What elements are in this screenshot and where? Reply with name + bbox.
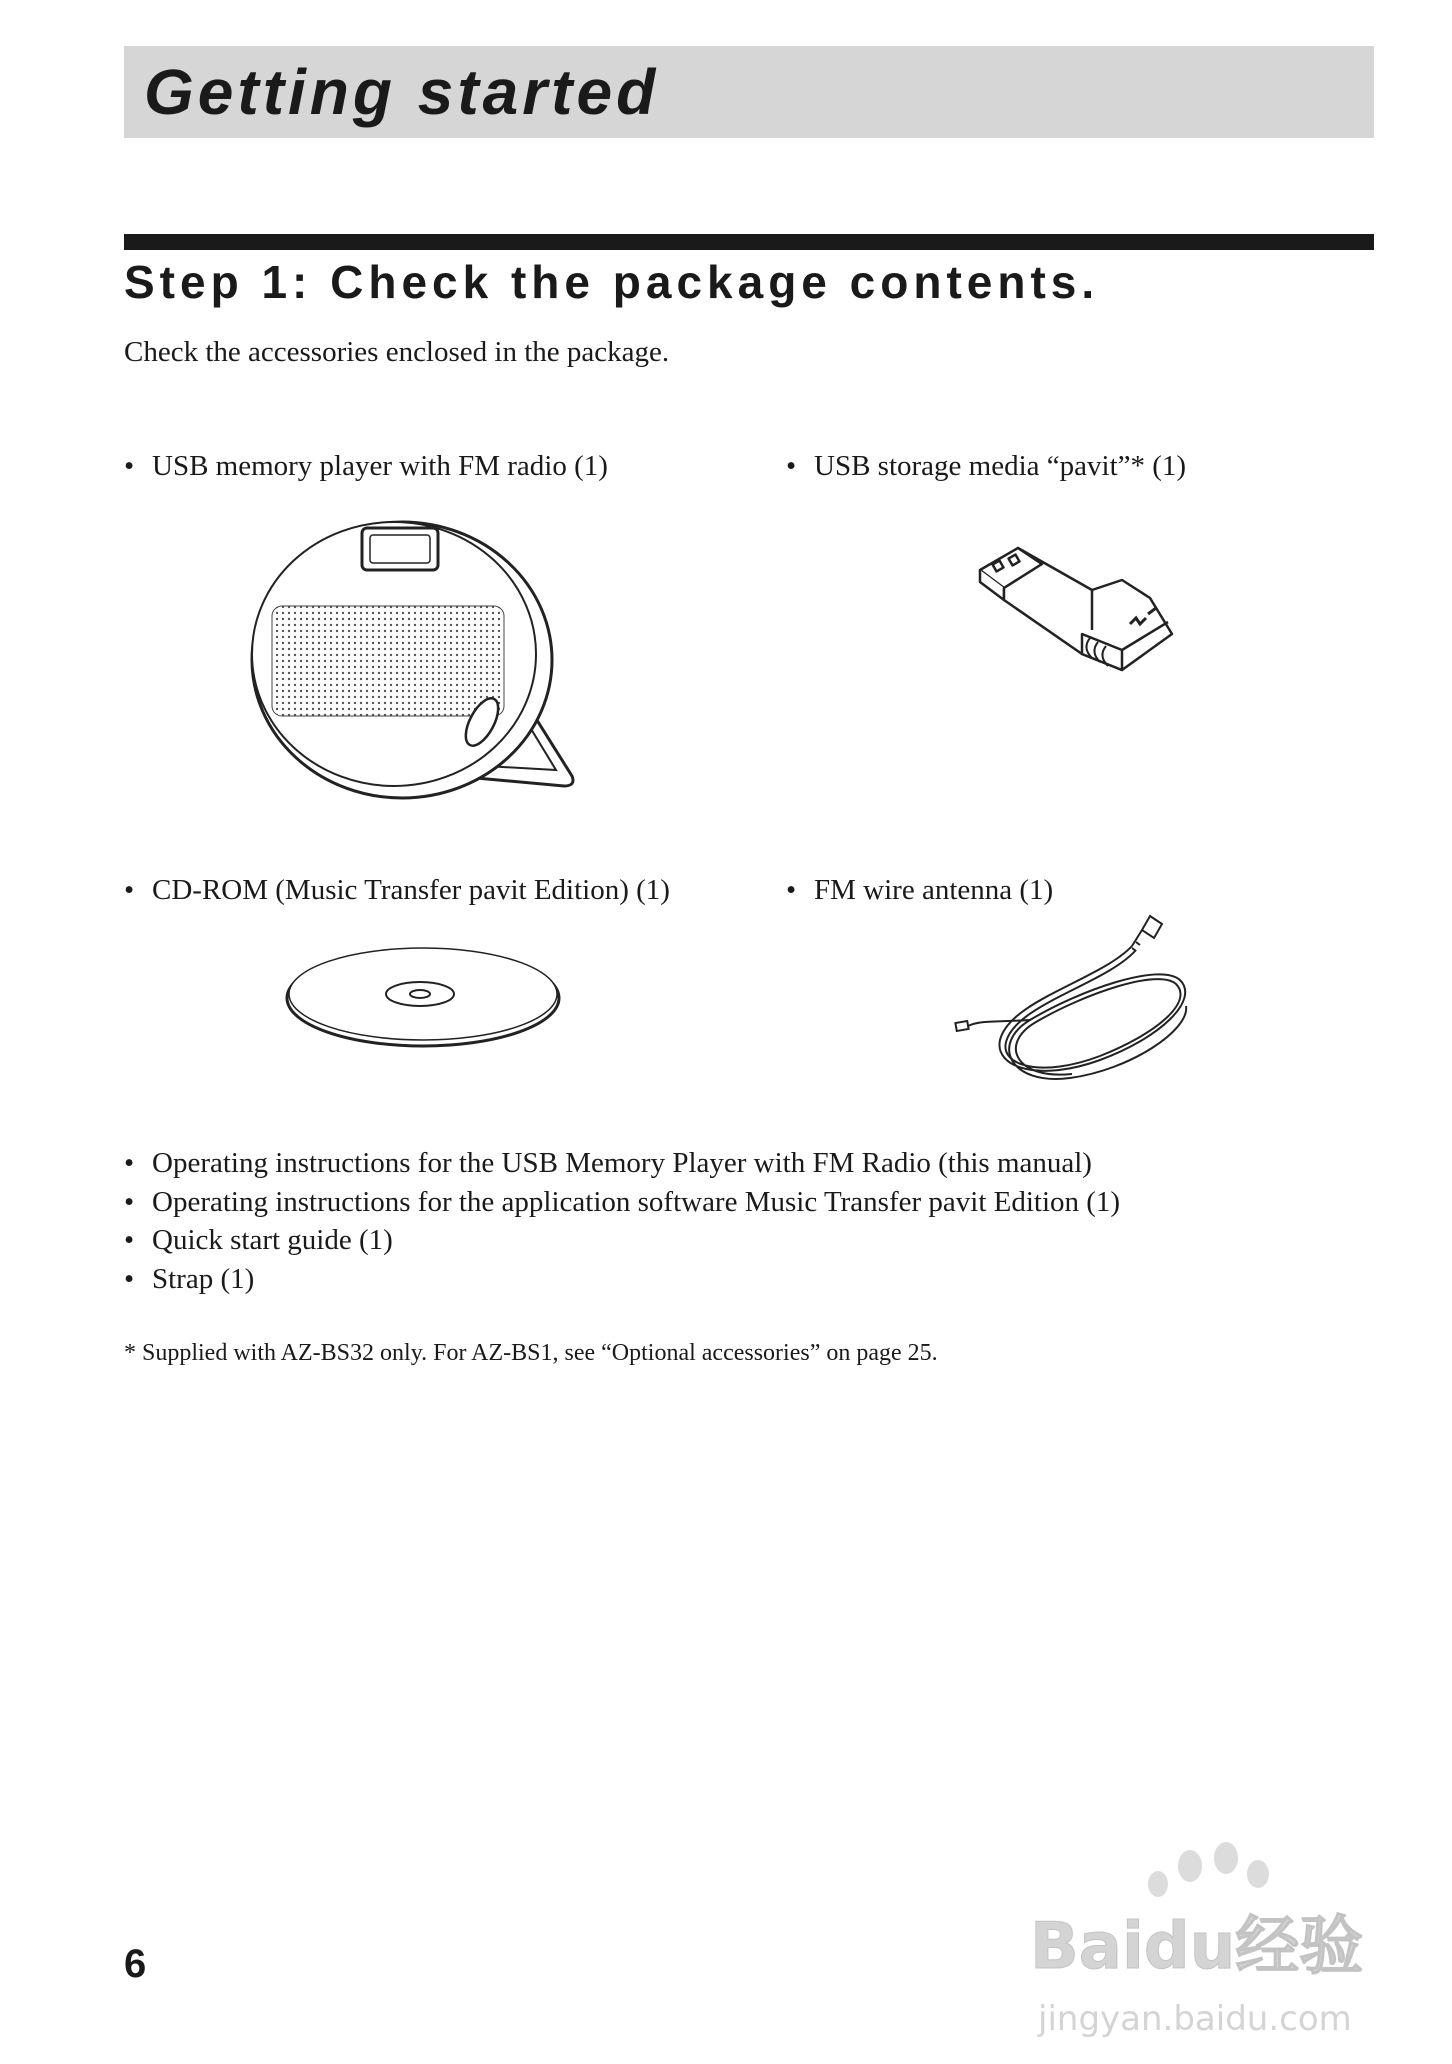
speaker-player-icon	[250, 508, 590, 808]
list-item	[124, 1221, 1120, 1260]
accessory-list	[124, 1144, 1120, 1298]
bullet: •	[124, 1224, 135, 1256]
page-number: 6	[124, 1942, 147, 1986]
bullet: •	[124, 1185, 135, 1218]
footnote: * Supplied with AZ-BS32 only. For AZ-BS1, see “Optional accessories” on page 25.	[124, 1340, 938, 1366]
baidu-watermark-logo	[1030, 1840, 1370, 2050]
item-player	[124, 446, 608, 486]
antenna-wire-icon	[950, 910, 1210, 1100]
bullet: •	[124, 1147, 135, 1179]
usb-stick-icon	[972, 530, 1202, 710]
list-item-text: Strap (1)	[152, 1262, 255, 1295]
cd-rom-icon	[278, 936, 568, 1056]
item-cd-rom	[124, 870, 670, 910]
watermark-brand: Baidu经验	[1030, 1910, 1364, 1984]
step-title: Step 1: Check the package contents.	[124, 256, 1100, 308]
list-item-text: Operating instructions for the USB Memory Player with FM Radio (this manual)	[152, 1147, 1092, 1179]
bullet: •	[786, 450, 797, 482]
section-title: Getting started	[144, 56, 660, 128]
item-label: FM wire antenna (1)	[814, 874, 1054, 906]
item-label: CD-ROM (Music Transfer pavit Edition) (1)	[152, 874, 670, 906]
bullet: •	[124, 874, 135, 906]
watermark-url: jingyan.baidu.com	[1038, 1999, 1352, 2039]
list-item	[124, 1183, 1120, 1222]
section-banner	[124, 46, 1374, 138]
list-item-text: Quick start guide (1)	[152, 1224, 393, 1256]
section-rule	[124, 234, 1374, 250]
list-item	[124, 1144, 1120, 1183]
item-label: USB storage media “pavit”* (1)	[814, 450, 1187, 482]
item-fm-antenna	[786, 870, 1053, 910]
intro-text: Check the accessories enclosed in the package.	[124, 336, 670, 368]
item-usb-storage	[786, 446, 1186, 486]
item-label: USB memory player with FM radio (1)	[152, 450, 608, 482]
bullet: •	[124, 1262, 135, 1295]
list-item	[124, 1260, 1120, 1299]
list-item-text: Operating instructions for the application software Music Transfer pavit Edition (1)	[152, 1185, 1121, 1218]
bullet: •	[786, 874, 797, 906]
bullet: •	[124, 450, 135, 482]
